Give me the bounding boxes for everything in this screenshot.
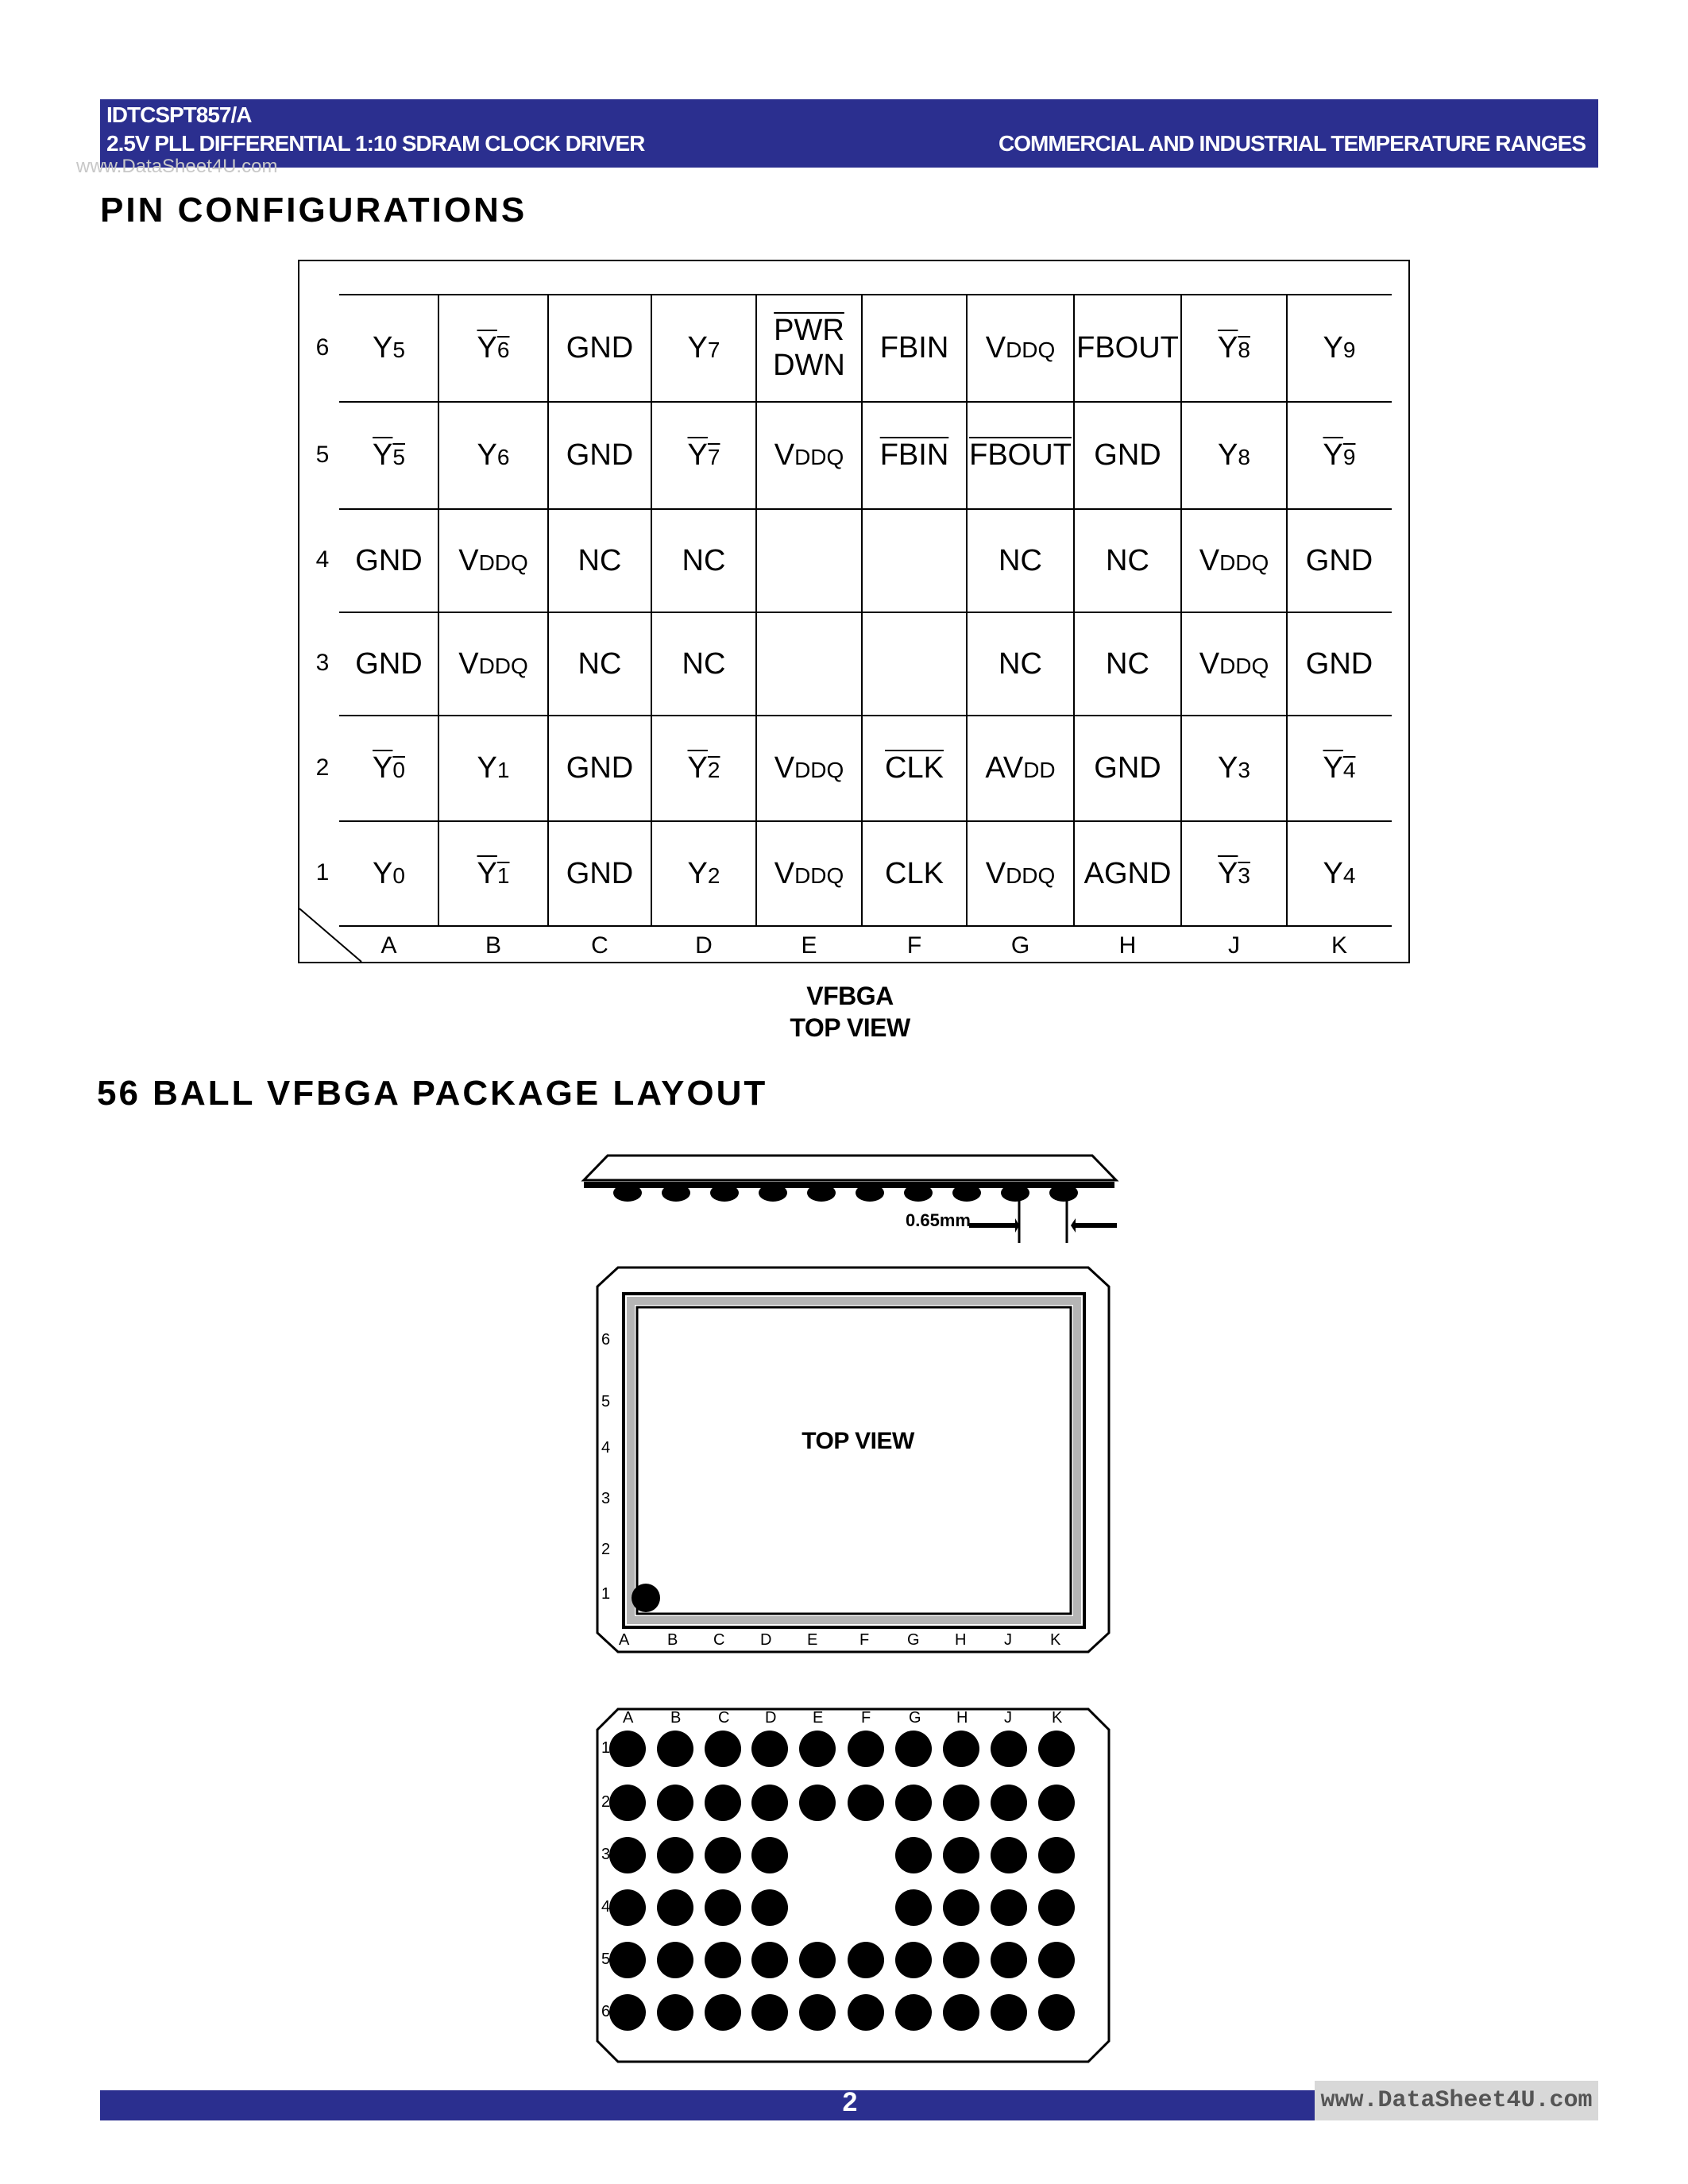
ball-B1 (657, 1731, 693, 1767)
pin-cell-F2: $\overline{CLK}$ (885, 751, 944, 785)
top-col-label: F (859, 1631, 870, 1649)
ball-G4 (895, 1889, 932, 1926)
pin-cell-G6: VDDQ (985, 331, 1056, 365)
pin-row-label: 2 (315, 754, 330, 781)
header-bar (100, 99, 1598, 168)
pin-cell-B2: Y1 (477, 751, 510, 785)
ball-G5 (895, 1942, 932, 1978)
ball-G6 (895, 1994, 932, 2031)
pin-cell-K3: GND (1305, 646, 1373, 681)
top-col-label: A (619, 1631, 630, 1649)
ball-J5 (991, 1942, 1027, 1978)
ball-G1 (895, 1731, 932, 1767)
pin-column-label: G (1010, 932, 1030, 959)
ball-row-label: 6 (601, 2003, 611, 2020)
ball-col-label: D (765, 1709, 777, 1727)
ball-G2 (895, 1785, 932, 1821)
pin-cell-K2: Y4 (1323, 751, 1356, 785)
side-ball (759, 1184, 787, 1202)
pin-cell-E1: VDDQ (774, 856, 844, 890)
pin-column-label: C (591, 932, 608, 959)
pin-cell-G3: NC (999, 646, 1042, 681)
pin-cell-H5: GND (1094, 438, 1161, 472)
pin1-marker (632, 1584, 660, 1612)
side-ball (613, 1184, 642, 1202)
pin-cell-F4 (862, 509, 967, 612)
pin-cell-B5: Y6 (477, 438, 510, 472)
ball-F5 (848, 1942, 884, 1978)
ball-E5 (799, 1942, 836, 1978)
top-view-label: TOP VIEW (802, 1428, 914, 1454)
pin-column-label: E (801, 932, 817, 959)
pin-column-label: B (485, 932, 501, 959)
ball-H2 (943, 1785, 979, 1821)
pin-cell-K1: Y4 (1323, 856, 1356, 890)
pitch-label: 0.65mm (906, 1210, 971, 1230)
ball-D5 (751, 1942, 788, 1978)
pin-cell-D5: Y7 (687, 438, 720, 472)
ball-C1 (705, 1731, 741, 1767)
ball-K4 (1038, 1889, 1075, 1926)
ball-F1 (848, 1731, 884, 1767)
ball-col-label: J (1004, 1709, 1012, 1727)
ball-D3 (751, 1837, 788, 1873)
pin-cell-C6: GND (566, 331, 634, 365)
top-row-label: 4 (601, 1439, 611, 1457)
pin-cell-F3 (862, 612, 967, 716)
pin-row-label: 5 (315, 441, 330, 468)
pin-cell-G2: AVDD (985, 751, 1056, 785)
pin-config-title: PIN CONFIGURATIONS (100, 191, 527, 230)
pin-cell-D2: Y2 (687, 751, 720, 785)
ball-A1 (609, 1731, 646, 1767)
ball-col-label: B (670, 1709, 682, 1727)
pin-cell-B3: VDDQ (458, 646, 528, 681)
pin-cell-G4: NC (999, 543, 1042, 577)
top-col-label: C (713, 1631, 725, 1649)
pin-row-label: 3 (315, 650, 330, 676)
ball-J1 (991, 1731, 1027, 1767)
top-col-label: D (760, 1631, 772, 1649)
ball-D4 (751, 1889, 788, 1926)
ball-col-label: H (956, 1709, 968, 1727)
pin-caption-view: TOP VIEW (790, 1013, 910, 1042)
ball-H6 (943, 1994, 979, 2031)
pin-cell-A4: GND (355, 543, 423, 577)
pin-row-label: 4 (315, 546, 330, 573)
ball-col-label: F (861, 1709, 871, 1727)
pin-cell-K5: Y9 (1323, 438, 1356, 472)
ball-J4 (991, 1889, 1027, 1926)
ball-K3 (1038, 1837, 1075, 1873)
pin-cell-D4: NC (682, 543, 726, 577)
pin-cell-C2: GND (566, 751, 634, 785)
top-col-label: G (907, 1631, 920, 1649)
ball-H4 (943, 1889, 979, 1926)
ball-J6 (991, 1994, 1027, 2031)
ball-row-label: 4 (601, 1898, 611, 1916)
package-outline-top (597, 1268, 1109, 1652)
top-col-label: B (667, 1631, 678, 1649)
watermark-top: www.DataSheet4U.com (76, 156, 278, 177)
side-ball (856, 1184, 884, 1202)
package-side-view (580, 1152, 1120, 1255)
pin-column-label: H (1118, 932, 1137, 959)
pin-config-table (298, 260, 1410, 963)
top-col-label: J (1004, 1631, 1012, 1649)
pin-cell-E2: VDDQ (774, 751, 844, 785)
ball-col-label: G (909, 1709, 921, 1727)
ball-B2 (657, 1785, 693, 1821)
watermark-bottom: www.DataSheet4U.com (1315, 2081, 1598, 2120)
top-col-label: K (1050, 1631, 1061, 1649)
pin-column-label: F (906, 932, 922, 959)
ball-A3 (609, 1837, 646, 1873)
pin-cell-F1: CLK (885, 856, 944, 890)
ball-col-label: C (718, 1709, 730, 1727)
pin-cell-A3: GND (355, 646, 423, 681)
ball-row-label: 1 (601, 1739, 611, 1757)
side-ball (1049, 1184, 1078, 1202)
ball-J3 (991, 1837, 1027, 1873)
pin-cell-E4 (756, 509, 862, 612)
ball-J2 (991, 1785, 1027, 1821)
ball-C6 (705, 1994, 741, 2031)
pin-cell-C1: GND (566, 856, 634, 890)
pin-cell-A2: Y0 (373, 751, 405, 785)
pin-cell-A1: Y0 (373, 856, 405, 890)
pin-row-label: 1 (315, 859, 330, 886)
side-ball (904, 1184, 933, 1202)
side-ball (1001, 1184, 1029, 1202)
pin-cell-F5: FBIN (879, 438, 949, 472)
pin-cell-B1: Y1 (477, 856, 510, 890)
pin-cell-J4: VDDQ (1199, 543, 1269, 577)
ball-G3 (895, 1837, 932, 1873)
ball-A2 (609, 1785, 646, 1821)
pin-column-label: D (695, 932, 713, 959)
ball-col-label: K (1052, 1709, 1063, 1727)
pin-cell-J3: VDDQ (1199, 646, 1269, 681)
pin-cell-J1: Y3 (1218, 856, 1250, 890)
side-ball (807, 1184, 836, 1202)
pin-cell-J5: Y8 (1218, 438, 1250, 472)
side-ball (952, 1184, 981, 1202)
page-number: 2 (842, 2087, 858, 2117)
top-row-label: 5 (601, 1393, 611, 1410)
top-row-label: 1 (601, 1585, 611, 1603)
substrate-side (584, 1182, 1114, 1188)
pin-cell-D3: NC (682, 646, 726, 681)
ball-H3 (943, 1837, 979, 1873)
pin-cell-J2: Y3 (1218, 751, 1250, 785)
pin-cell-E6: $\overline{PWR}$ DWN (773, 313, 845, 382)
ball-K2 (1038, 1785, 1075, 1821)
ball-E1 (799, 1731, 836, 1767)
ball-B6 (657, 1994, 693, 2031)
ball-B5 (657, 1942, 693, 1978)
pin-cell-H3: NC (1106, 646, 1149, 681)
pin-row-label: 6 (315, 334, 330, 361)
pitch-arrow-right (969, 1218, 1019, 1233)
ball-row-label: 2 (601, 1793, 611, 1811)
temperature-range: COMMERCIAL AND INDUSTRIAL TEMPERATURE RANGES (999, 131, 1586, 156)
ball-C4 (705, 1889, 741, 1926)
pin-cell-B4: VDDQ (458, 543, 528, 577)
side-ball (710, 1184, 739, 1202)
ball-col-label: E (813, 1709, 824, 1727)
ball-E2 (799, 1785, 836, 1821)
top-col-label: H (955, 1631, 967, 1649)
ball-D1 (751, 1731, 788, 1767)
pin-caption-package: VFBGA (806, 982, 894, 1010)
pin-cell-E5: VDDQ (774, 438, 844, 472)
ball-A5 (609, 1942, 646, 1978)
pin-cell-A5: Y5 (373, 438, 405, 472)
pitch-arrow-left (1071, 1218, 1117, 1233)
ball-C3 (705, 1837, 741, 1873)
pin-cell-D6: Y7 (687, 331, 720, 365)
ball-H1 (943, 1731, 979, 1767)
ball-col-label: A (623, 1709, 634, 1727)
pin-cell-F6: FBIN (879, 331, 949, 365)
ball-E6 (799, 1994, 836, 2031)
ball-D6 (751, 1994, 788, 2031)
ball-H5 (943, 1942, 979, 1978)
ball-C5 (705, 1942, 741, 1978)
pin-cell-E3 (756, 612, 862, 716)
pin-cell-C5: GND (566, 438, 634, 472)
pin-cell-C4: NC (577, 543, 622, 577)
top-row-label: 6 (601, 1331, 611, 1349)
pin-cell-H1: AGND (1083, 856, 1172, 890)
pin-cell-B6: Y6 (477, 331, 510, 365)
package-top-view (596, 1266, 1112, 1655)
package-body-side (584, 1156, 1116, 1180)
ball-F2 (848, 1785, 884, 1821)
pin-cell-G5: FBOUT (969, 438, 1072, 472)
ball-C2 (705, 1785, 741, 1821)
ball-K5 (1038, 1942, 1075, 1978)
side-ball (662, 1184, 690, 1202)
pin-column-label: A (380, 932, 397, 959)
ball-B4 (657, 1889, 693, 1926)
pin-column-label: K (1331, 932, 1347, 959)
pin-cell-G1: VDDQ (985, 856, 1056, 890)
ball-row-label: 5 (601, 1951, 611, 1968)
top-col-label: E (807, 1631, 818, 1649)
part-number: IDTCSPT857/A (106, 102, 252, 127)
ball-F6 (848, 1994, 884, 2031)
pin-cell-K4: GND (1305, 543, 1373, 577)
pin-cell-A6: Y5 (373, 331, 405, 365)
pin-column-label: J (1228, 932, 1240, 959)
pin-cell-D1: Y2 (687, 856, 720, 890)
top-row-label: 2 (601, 1541, 611, 1558)
pin-cell-H2: GND (1094, 751, 1161, 785)
pin-cell-H6: FBOUT (1076, 331, 1179, 365)
ball-A4 (609, 1889, 646, 1926)
ball-B3 (657, 1837, 693, 1873)
ball-D2 (751, 1785, 788, 1821)
pin-cell-H4: NC (1106, 543, 1149, 577)
pin-cell-K6: Y9 (1323, 331, 1356, 365)
ball-A6 (609, 1994, 646, 2031)
pin-cell-J6: Y8 (1218, 331, 1250, 365)
device-description: 2.5V PLL DIFFERENTIAL 1:10 SDRAM CLOCK DRIVER (106, 131, 645, 156)
package-ball-view (596, 1707, 1112, 2065)
ball-K1 (1038, 1731, 1075, 1767)
ball-K6 (1038, 1994, 1075, 2031)
pin-cell-C3: NC (577, 646, 622, 681)
ball-row-label: 3 (601, 1846, 611, 1863)
package-layout-title: 56 BALL VFBGA PACKAGE LAYOUT (97, 1074, 768, 1113)
top-row-label: 3 (601, 1490, 611, 1507)
